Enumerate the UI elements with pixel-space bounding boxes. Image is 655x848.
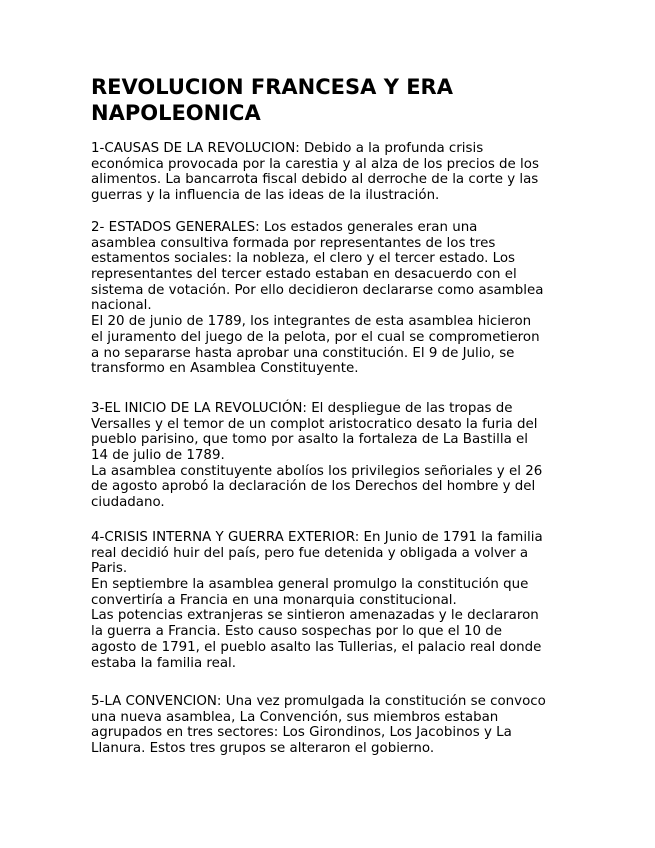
paragraph-line: representantes del tercer estado estaban en desacuerdo con el <box>91 267 517 283</box>
paragraph-line: económica provocada por la carestia y al alza de los precios de los <box>91 156 539 172</box>
section-causas <box>91 141 571 204</box>
paragraph-line: Versalles y el temor de un complot aristocratico desato la furia del <box>91 416 538 432</box>
paragraph-line: real decidió huir del país, pero fue detenida y obligada a volver a <box>91 545 529 561</box>
section-inicio-revolucion <box>91 401 571 511</box>
paragraph-line: alimentos. La bancarrota fiscal debido al derroche de la corte y las <box>91 172 539 188</box>
paragraph-line: 3-EL INICIO DE LA REVOLUCIÓN: El despliegue de las tropas de <box>91 401 513 416</box>
title-line: NAPOLEONICA <box>91 101 261 125</box>
paragraph-line: La asamblea constituyente abolíos los privilegios señoriales y el 26 <box>91 463 543 479</box>
paragraph-line: agrupados en tres sectores: Los Girondinos, Los Jacobinos y La <box>91 725 512 741</box>
paragraph-line: 14 de julio de 1789. <box>91 448 225 464</box>
paragraph-line: 1-CAUSAS DE LA REVOLUCION: Debido a la profunda crisis <box>91 141 484 156</box>
paragraph-line: En septiembre la asamblea general promulgo la constitución que <box>91 577 529 593</box>
paragraph-line: El 20 de junio de 1789, los integrantes de esta asamblea hicieron <box>91 314 532 330</box>
paragraph-line: a no separarse hasta aprobar una constitución. El 9 de Julio, se <box>91 345 515 361</box>
paragraph-line: 2- ESTADOS GENERALES: Los estados generales eran una <box>91 220 478 235</box>
title-line: REVOLUCION FRANCESA Y ERA <box>91 75 453 99</box>
paragraph-line: Las potencias extranjeras se sintieron amenazadas y le declararon <box>91 608 539 624</box>
paragraph-line: guerras y la influencia de las ideas de la ilustración. <box>91 188 440 204</box>
paragraph-line: 4-CRISIS INTERNA Y GUERRA EXTERIOR: En Junio de 1791 la familia <box>91 530 543 545</box>
paragraph-line: estaba la familia real. <box>91 655 237 671</box>
paragraph-line: Llanura. Estos tres grupos se alteraron el gobierno. <box>91 741 435 757</box>
paragraph-line: Paris. <box>91 561 128 577</box>
paragraph-line: sistema de votación. Por ello decidieron declararse como asamblea <box>91 282 544 298</box>
paragraph-line: 5-LA CONVENCION: Una vez promulgada la constitución se convoco <box>91 694 546 709</box>
paragraph-line: de agosto aprobó la declaración de los Derechos del hombre y del <box>91 479 536 495</box>
paragraph-line: convertiría a Francia en una monarquia constitucional. <box>91 592 457 608</box>
section-convencion <box>91 694 571 757</box>
paragraph-line: asamblea consultiva formada por representantes de los tres <box>91 235 496 251</box>
paragraph-line: una nueva asamblea, La Convención, sus miembros estaban <box>91 709 499 725</box>
paragraph-line: estamentos sociales: la nobleza, el clero y el tercer estado. Los <box>91 251 516 267</box>
document-title <box>91 74 571 126</box>
paragraph-line: transformo en Asamblea Constituyente. <box>91 361 359 377</box>
section-estados-generales <box>91 220 571 377</box>
paragraph-line: el juramento del juego de la pelota, por el cual se comprometieron <box>91 329 540 345</box>
paragraph-line: pueblo parisino, que tomo por asalto la fortaleza de La Bastilla el <box>91 432 529 448</box>
paragraph-line: ciudadano. <box>91 495 165 511</box>
paragraph-line: nacional. <box>91 298 152 314</box>
paragraph-line: la guerra a Francia. Esto causo sospechas por lo que el 10 de <box>91 624 502 640</box>
paragraph-line: agosto de 1791, el pueblo asalto las Tullerias, el palacio real donde <box>91 639 542 655</box>
section-crisis-interna <box>91 530 571 671</box>
